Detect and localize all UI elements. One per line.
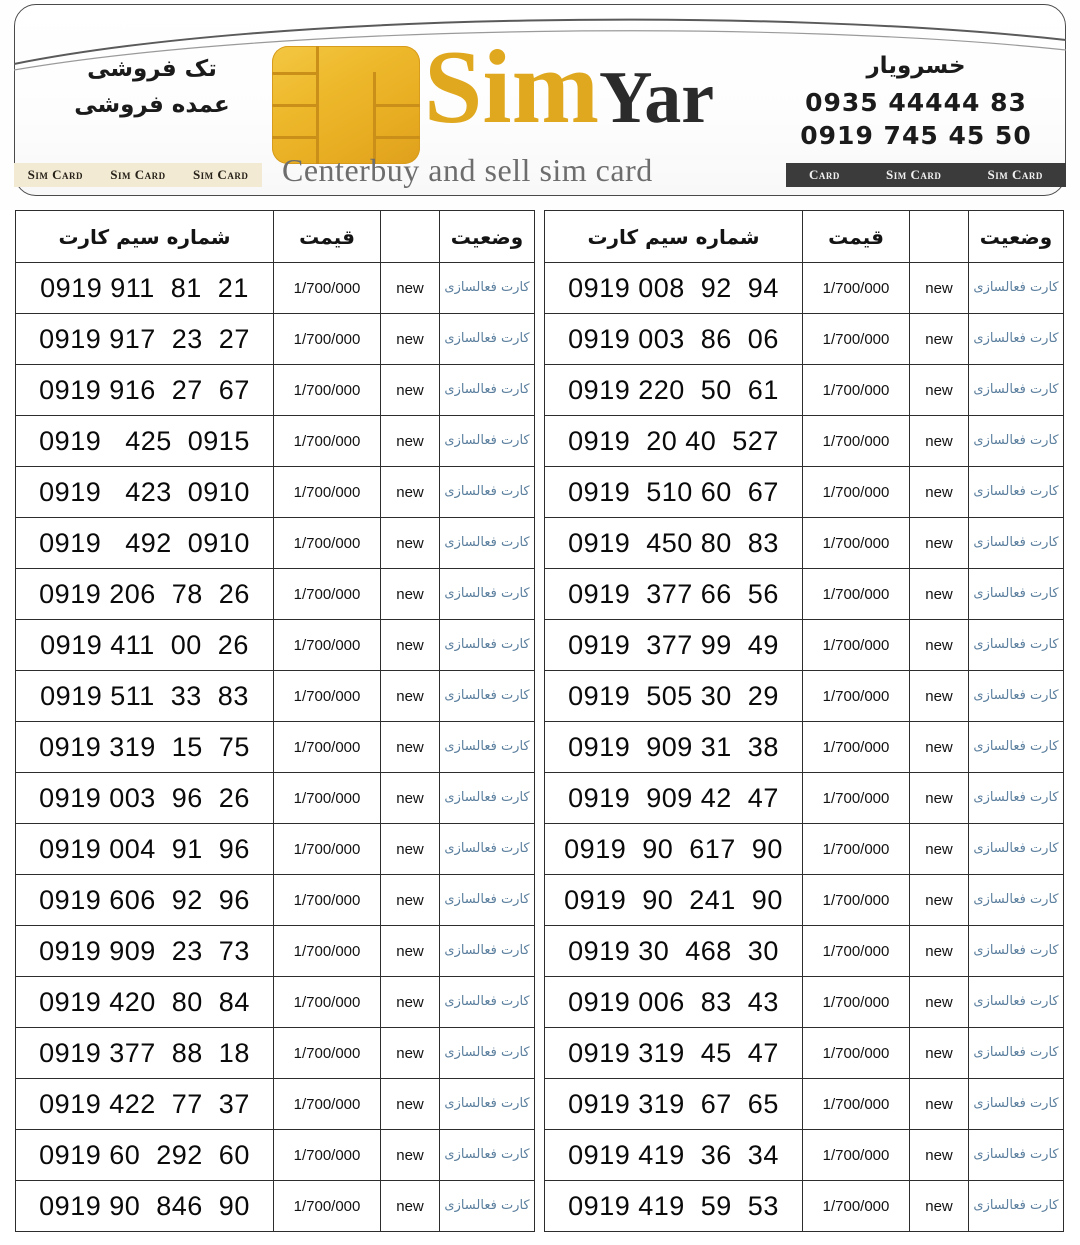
sim-number-cell[interactable]: 0919 450 80 83	[545, 518, 803, 569]
table-header-row	[545, 211, 1064, 263]
condition-cell: new	[381, 977, 440, 1028]
condition-cell: new	[910, 671, 969, 722]
table-row[interactable]	[16, 569, 535, 620]
table-row[interactable]	[16, 518, 535, 569]
column-header-blank	[910, 211, 969, 263]
sim-number-cell[interactable]: 0919 423 0910	[16, 467, 274, 518]
table-row[interactable]	[16, 926, 535, 977]
brand-wordmark	[424, 28, 715, 145]
strip-right-item: Card	[809, 167, 840, 182]
status-cell: کارت فعالسازی	[440, 569, 535, 620]
condition-cell: new	[910, 824, 969, 875]
sim-card-strip-left	[14, 163, 262, 187]
price-cell: 1/700/000	[274, 824, 381, 875]
status-cell: کارت فعالسازی	[969, 620, 1064, 671]
price-cell: 1/700/000	[803, 1079, 910, 1130]
table-row[interactable]	[545, 1028, 1064, 1079]
price-cell: 1/700/000	[803, 875, 910, 926]
seller-name: خسرویار	[866, 53, 966, 79]
table-row[interactable]	[16, 620, 535, 671]
status-cell: کارت فعالسازی	[969, 1028, 1064, 1079]
phone-number-2: 0919 745 45 50	[800, 121, 1032, 151]
price-cell: 1/700/000	[274, 416, 381, 467]
price-cell: 1/700/000	[803, 518, 910, 569]
price-cell: 1/700/000	[274, 926, 381, 977]
status-cell: کارت فعالسازی	[969, 722, 1064, 773]
table-row[interactable]	[16, 314, 535, 365]
table-row[interactable]	[16, 467, 535, 518]
condition-cell: new	[910, 926, 969, 977]
sim-number-cell[interactable]: 0919 420 80 84	[16, 977, 274, 1028]
price-cell: 1/700/000	[274, 569, 381, 620]
table-row[interactable]	[545, 620, 1064, 671]
price-cell: 1/700/000	[803, 1130, 910, 1181]
strip-right-item: Sim Card	[987, 167, 1043, 182]
strip-right-item: Sim Card	[886, 167, 942, 182]
sim-number-cell[interactable]: 0919 606 92 96	[16, 875, 274, 926]
status-cell: کارت فعالسازی	[440, 722, 535, 773]
condition-cell: new	[910, 1130, 969, 1181]
status-cell: کارت فعالسازی	[440, 1079, 535, 1130]
status-cell: کارت فعالسازی	[969, 824, 1064, 875]
status-cell: کارت فعالسازی	[440, 314, 535, 365]
status-cell: کارت فعالسازی	[969, 467, 1064, 518]
status-cell: کارت فعالسازی	[969, 365, 1064, 416]
condition-cell: new	[381, 875, 440, 926]
sim-number-cell[interactable]: 0919 90 617 90	[545, 824, 803, 875]
sim-number-cell[interactable]: 0919 419 59 53	[545, 1181, 803, 1232]
table-row[interactable]	[545, 569, 1064, 620]
header-left-text	[36, 52, 268, 123]
condition-cell: new	[381, 416, 440, 467]
sim-number-cell[interactable]: 0919 909 23 73	[16, 926, 274, 977]
sim-number-cell[interactable]: 0919 319 67 65	[545, 1079, 803, 1130]
condition-cell: new	[381, 620, 440, 671]
table-row[interactable]	[545, 773, 1064, 824]
column-header-blank	[381, 211, 440, 263]
condition-cell: new	[381, 1181, 440, 1232]
table-row[interactable]	[545, 1181, 1064, 1232]
condition-cell: new	[910, 365, 969, 416]
sim-number-cell[interactable]: 0919 911 81 21	[16, 263, 274, 314]
price-cell: 1/700/000	[803, 773, 910, 824]
condition-cell: new	[910, 1079, 969, 1130]
condition-cell: new	[910, 1181, 969, 1232]
brand-yar-text: Yar	[599, 57, 715, 139]
sim-listing-sheet	[0, 210, 1080, 1245]
table-row[interactable]	[16, 722, 535, 773]
column-header-number: شماره سیم کارت	[545, 211, 803, 263]
price-cell: 1/700/000	[803, 467, 910, 518]
table-row[interactable]	[16, 1181, 535, 1232]
status-cell: کارت فعالسازی	[440, 824, 535, 875]
condition-cell: new	[381, 926, 440, 977]
condition-cell: new	[381, 671, 440, 722]
condition-cell: new	[381, 1130, 440, 1181]
table-row[interactable]	[545, 875, 1064, 926]
status-cell: کارت فعالسازی	[440, 773, 535, 824]
header-banner	[0, 0, 1080, 210]
condition-cell: new	[381, 824, 440, 875]
condition-cell: new	[381, 314, 440, 365]
column-header-status: وضعیت	[440, 211, 535, 263]
price-cell: 1/700/000	[803, 671, 910, 722]
price-cell: 1/700/000	[274, 263, 381, 314]
brand-sim-text: Sim	[424, 28, 600, 145]
sim-number-cell[interactable]: 0919 425 0915	[16, 416, 274, 467]
price-cell: 1/700/000	[274, 773, 381, 824]
table-row[interactable]	[16, 1079, 535, 1130]
table-row[interactable]	[16, 416, 535, 467]
price-cell: 1/700/000	[274, 1181, 381, 1232]
table-row[interactable]	[545, 1130, 1064, 1181]
price-cell: 1/700/000	[274, 977, 381, 1028]
status-cell: کارت فعالسازی	[969, 977, 1064, 1028]
price-cell: 1/700/000	[803, 722, 910, 773]
price-cell: 1/700/000	[274, 620, 381, 671]
price-cell: 1/700/000	[274, 1130, 381, 1181]
status-cell: کارت فعالسازی	[440, 1181, 535, 1232]
sim-table-right-body	[545, 263, 1064, 1232]
table-row[interactable]	[545, 314, 1064, 365]
table-row[interactable]	[545, 977, 1064, 1028]
wholesale-label: عمده فروشی	[74, 91, 230, 118]
table-row[interactable]	[16, 1028, 535, 1079]
condition-cell: new	[381, 1079, 440, 1130]
sim-number-cell[interactable]: 0919 511 33 83	[16, 671, 274, 722]
status-cell: کارت فعالسازی	[969, 671, 1064, 722]
condition-cell: new	[381, 773, 440, 824]
table-row[interactable]	[545, 824, 1064, 875]
column-header-status: وضعیت	[969, 211, 1064, 263]
sim-number-cell[interactable]: 0919 60 292 60	[16, 1130, 274, 1181]
sim-number-cell[interactable]: 0919 003 86 06	[545, 314, 803, 365]
condition-cell: new	[381, 518, 440, 569]
sim-number-cell[interactable]: 0919 004 91 96	[16, 824, 274, 875]
sim-number-cell[interactable]: 0919 206 78 26	[16, 569, 274, 620]
phone-number-1: 0935 44444 83	[805, 88, 1027, 118]
condition-cell: new	[910, 620, 969, 671]
table-row[interactable]	[16, 1130, 535, 1181]
status-cell: کارت فعالسازی	[440, 926, 535, 977]
condition-cell: new	[910, 773, 969, 824]
sim-number-cell[interactable]: 0919 319 15 75	[16, 722, 274, 773]
status-cell: کارت فعالسازی	[969, 263, 1064, 314]
sim-number-cell[interactable]: 0919 505 30 29	[545, 671, 803, 722]
price-cell: 1/700/000	[274, 518, 381, 569]
status-cell: کارت فعالسازی	[969, 875, 1064, 926]
table-row[interactable]	[16, 365, 535, 416]
sim-number-cell[interactable]: 0919 003 96 26	[16, 773, 274, 824]
status-cell: کارت فعالسازی	[440, 1130, 535, 1181]
price-cell: 1/700/000	[803, 977, 910, 1028]
condition-cell: new	[381, 467, 440, 518]
condition-cell: new	[381, 263, 440, 314]
sim-number-cell[interactable]: 0919 319 45 47	[545, 1028, 803, 1079]
sim-card-strip-right	[786, 163, 1066, 187]
condition-cell: new	[910, 467, 969, 518]
price-cell: 1/700/000	[803, 263, 910, 314]
price-cell: 1/700/000	[803, 314, 910, 365]
sim-number-cell[interactable]: 0919 90 846 90	[16, 1181, 274, 1232]
retail-label: تک فروشی	[87, 56, 217, 82]
table-header-row	[16, 211, 535, 263]
sim-number-cell[interactable]: 0919 422 77 37	[16, 1079, 274, 1130]
table-row[interactable]	[545, 467, 1064, 518]
sim-table-right	[544, 210, 1064, 1232]
table-row[interactable]	[545, 518, 1064, 569]
sim-table-left-body	[16, 263, 535, 1232]
strip-left-item: Sim Card	[192, 167, 249, 182]
status-cell: کارت فعالسازی	[440, 467, 535, 518]
price-cell: 1/700/000	[803, 824, 910, 875]
status-cell: کارت فعالسازی	[440, 263, 535, 314]
condition-cell: new	[910, 263, 969, 314]
condition-cell: new	[381, 1028, 440, 1079]
sim-number-cell[interactable]: 0919 90 241 90	[545, 875, 803, 926]
condition-cell: new	[910, 1028, 969, 1079]
status-cell: کارت فعالسازی	[969, 1130, 1064, 1181]
status-cell: کارت فعالسازی	[440, 620, 535, 671]
table-row[interactable]	[16, 671, 535, 722]
table-row[interactable]	[545, 926, 1064, 977]
price-cell: 1/700/000	[274, 875, 381, 926]
sim-table-left	[15, 210, 535, 1232]
status-cell: کارت فعالسازی	[969, 1181, 1064, 1232]
condition-cell: new	[910, 722, 969, 773]
condition-cell: new	[381, 722, 440, 773]
sim-number-cell[interactable]: 0919 909 31 38	[545, 722, 803, 773]
table-row[interactable]	[545, 1079, 1064, 1130]
table-row[interactable]	[545, 263, 1064, 314]
price-cell: 1/700/000	[274, 722, 381, 773]
price-cell: 1/700/000	[274, 1079, 381, 1130]
status-cell: کارت فعالسازی	[969, 1079, 1064, 1130]
sim-number-cell[interactable]: 0919 917 23 27	[16, 314, 274, 365]
table-row[interactable]	[545, 416, 1064, 467]
status-cell: کارت فعالسازی	[969, 416, 1064, 467]
sim-number-cell[interactable]: 0919 411 00 26	[16, 620, 274, 671]
table-row[interactable]	[545, 671, 1064, 722]
status-cell: کارت فعالسازی	[440, 977, 535, 1028]
table-row[interactable]	[545, 722, 1064, 773]
table-row[interactable]	[545, 365, 1064, 416]
price-cell: 1/700/000	[803, 1028, 910, 1079]
sim-number-cell[interactable]: 0919 377 99 49	[545, 620, 803, 671]
status-cell: کارت فعالسازی	[440, 365, 535, 416]
sim-number-cell[interactable]: 0919 419 36 34	[545, 1130, 803, 1181]
sim-number-cell[interactable]: 0919 909 42 47	[545, 773, 803, 824]
condition-cell: new	[381, 569, 440, 620]
sim-number-cell[interactable]: 0919 492 0910	[16, 518, 274, 569]
condition-cell: new	[381, 365, 440, 416]
status-cell: کارت فعالسازی	[969, 773, 1064, 824]
strip-left-item: Sim Card	[27, 167, 84, 182]
sim-number-cell[interactable]: 0919 006 83 43	[545, 977, 803, 1028]
sim-number-cell[interactable]: 0919 510 60 67	[545, 467, 803, 518]
column-header-number: شماره سیم کارت	[16, 211, 274, 263]
price-cell: 1/700/000	[803, 620, 910, 671]
status-cell: کارت فعالسازی	[969, 314, 1064, 365]
sim-number-cell[interactable]: 0919 377 88 18	[16, 1028, 274, 1079]
column-header-price: قیمت	[274, 211, 381, 263]
condition-cell: new	[910, 314, 969, 365]
status-cell: کارت فعالسازی	[440, 671, 535, 722]
table-row[interactable]	[16, 263, 535, 314]
table-row[interactable]	[16, 977, 535, 1028]
sim-number-cell[interactable]: 0919 377 66 56	[545, 569, 803, 620]
condition-cell: new	[910, 875, 969, 926]
status-cell: کارت فعالسازی	[440, 416, 535, 467]
table-row[interactable]	[16, 824, 535, 875]
condition-cell: new	[910, 569, 969, 620]
price-cell: 1/700/000	[803, 569, 910, 620]
header-contact-block	[782, 50, 1050, 152]
column-header-price: قیمت	[803, 211, 910, 263]
sim-number-cell[interactable]: 0919 008 92 94	[545, 263, 803, 314]
status-cell: کارت فعالسازی	[440, 875, 535, 926]
price-cell: 1/700/000	[274, 467, 381, 518]
price-cell: 1/700/000	[274, 365, 381, 416]
sim-chip-icon	[272, 46, 420, 164]
status-cell: کارت فعالسازی	[969, 518, 1064, 569]
status-cell: کارت فعالسازی	[440, 518, 535, 569]
price-cell: 1/700/000	[803, 1181, 910, 1232]
sim-number-cell[interactable]: 0919 220 50 61	[545, 365, 803, 416]
status-cell: کارت فعالسازی	[440, 1028, 535, 1079]
sim-number-cell[interactable]: 0919 30 468 30	[545, 926, 803, 977]
condition-cell: new	[910, 416, 969, 467]
condition-cell: new	[910, 518, 969, 569]
price-cell: 1/700/000	[803, 926, 910, 977]
price-cell: 1/700/000	[274, 671, 381, 722]
strip-left-item: Sim Card	[110, 167, 166, 182]
condition-cell: new	[910, 977, 969, 1028]
price-cell: 1/700/000	[803, 416, 910, 467]
brand-tagline: Centerbuy and sell sim card	[282, 152, 653, 188]
status-cell: کارت فعالسازی	[969, 569, 1064, 620]
sim-number-cell[interactable]: 0919 20 40 527	[545, 416, 803, 467]
sim-number-cell[interactable]: 0919 916 27 67	[16, 365, 274, 416]
price-cell: 1/700/000	[803, 365, 910, 416]
status-cell: کارت فعالسازی	[969, 926, 1064, 977]
price-cell: 1/700/000	[274, 314, 381, 365]
price-cell: 1/700/000	[274, 1028, 381, 1079]
table-row[interactable]	[16, 875, 535, 926]
table-row[interactable]	[16, 773, 535, 824]
